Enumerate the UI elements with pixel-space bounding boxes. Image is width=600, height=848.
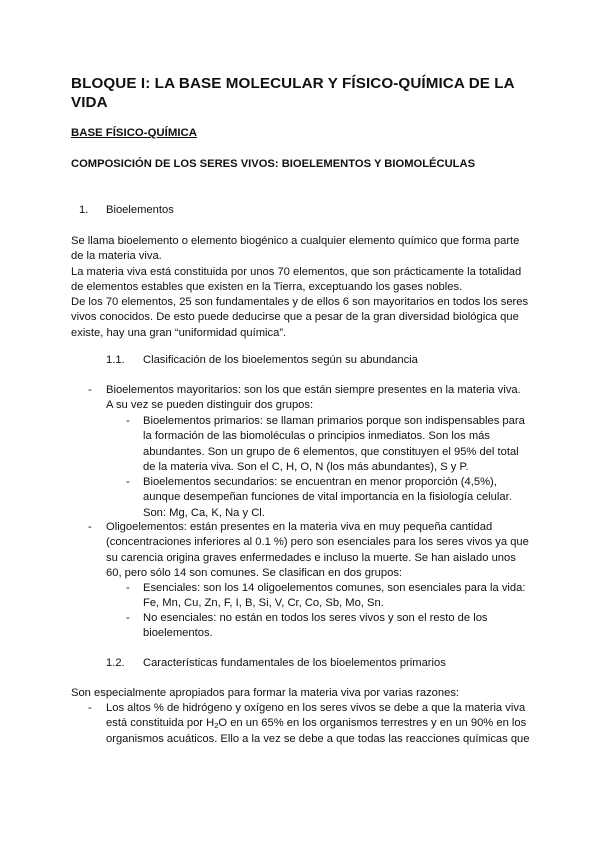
text-line: Bioelementos secundarios: se encuentran en menor proporción (4,5%), [143, 476, 497, 488]
text-line: Se llama bioelemento o elemento biogénico a cualquier elemento químico que forma parte [71, 235, 520, 247]
intro-paragraph [71, 234, 528, 341]
oligoelementos-paragraph [106, 520, 529, 581]
text-line: vivos conocidos. De esto puede deducirse que a pesar de la gran diversidad biológica que [71, 311, 519, 324]
text-line: No esenciales: no están en todos los seres vivos y son el resto de los [143, 612, 488, 624]
text-span: O en un 65% en los organismos terrestres y en un 90% en los [218, 717, 527, 730]
text-line: Esenciales: son los 14 oligoelementos comunes, son esenciales para la vida: [143, 582, 526, 594]
text-line: existe, hay una gran “uniformidad química”. [71, 326, 287, 339]
subsection-heading: COMPOSICIÓN DE LOS SERES VIVOS: BIOELEMENTOS Y BIOMOLÉCULAS [71, 158, 476, 170]
text-line: Los altos % de hidrógeno y oxígeno en los seres vivos se debe a que la materia viva [106, 702, 526, 714]
text-line: de la materia viva. Son el C, H, O, N (los más abundantes), S y P. [143, 460, 469, 473]
section-heading: BASE FÍSICO-QUÍMICA [71, 127, 197, 139]
bullet-dash: - [126, 582, 130, 594]
item-1-heading: Bioelementos [106, 204, 174, 216]
text-line: Fe, Mn, Cu, Zn, F, I, B, Si, V, Cr, Co, Sb, Mo, Sn. [143, 597, 384, 610]
text-line-with-formula [106, 716, 530, 731]
text-line: Bioelementos mayoritarios: son los que están siempre presentes en la materia viva. [106, 384, 521, 396]
text-line: De los 70 elementos, 25 son fundamentales y de ellos 6 son mayoritarios en todos los seres [71, 296, 529, 309]
razon-1-paragraph [106, 701, 530, 747]
text-line: Son: Mg, Ca, K, Na y Cl. [143, 506, 265, 519]
text-line: A su vez se pueden distinguir dos grupos: [106, 399, 314, 412]
text-line: Bioelementos primarios: se llaman primarios porque son indispensables para [143, 415, 525, 427]
page-title [71, 74, 515, 112]
text-line: (concentraciones inferiores al 0.1 %) pero son esenciales para los seres vivos ya que [106, 536, 529, 549]
text-line: bioelementos. [143, 627, 213, 640]
text-line: Oligoelementos: están presentes en la materia viva en muy pequeña cantidad [106, 521, 493, 533]
bullet-dash: - [88, 384, 92, 396]
subheading-1-1: Clasificación de los bioelementos según su abundancia [143, 354, 418, 366]
bullet-dash: - [126, 612, 130, 624]
text-line: 60, pero sólo 14 son comunes. Se clasifican en dos grupos: [106, 566, 403, 579]
item-1-number: 1. [79, 204, 89, 216]
razones-intro: Son especialmente apropiados para formar la materia viva por varias razones: [71, 687, 460, 699]
esenciales-paragraph [143, 581, 525, 612]
page-title-line-2: VIDA [71, 94, 108, 111]
subheading-1-2-number: 1.2. [106, 657, 125, 669]
bullet-dash: - [126, 415, 130, 427]
bullet-dash: - [88, 521, 92, 533]
mayoritarios-paragraph [106, 383, 521, 414]
subscript: 2 [214, 721, 219, 731]
subheading-1-1-number: 1.1. [106, 354, 125, 366]
no-esenciales-paragraph [143, 611, 488, 642]
text-span: está constituida por H [106, 717, 215, 730]
subheading-1-2: Características fundamentales de los bioelementos primarios [143, 657, 446, 669]
secundarios-paragraph [143, 475, 512, 521]
page-title-line-1: BLOQUE I: LA BASE MOLECULAR Y FÍSICO-QUÍMICA DE LA [71, 75, 515, 92]
text-line: organismos acuáticos. Ello a la vez se debe a que todas las reacciones químicas que [106, 732, 530, 745]
text-line: de la materia viva. [71, 250, 162, 263]
primarios-paragraph [143, 414, 525, 475]
text-line: de elementos estables que existen en la Tierra, exceptuando los gases nobles. [71, 280, 463, 293]
bullet-dash: - [88, 702, 92, 714]
text-line: abundantes. Son un grupo de 6 elementos, que constituyen el 95% del total [143, 445, 519, 458]
text-line: la formación de las biomoléculas o principios inmediatos. Son los más [143, 430, 490, 443]
text-line: aunque desempeñan funciones de vital importancia en la fisiología celular. [143, 491, 512, 504]
bullet-dash: - [126, 476, 130, 488]
text-line: La materia viva está constituida por unos 70 elementos, que son prácticamente la totalidad [71, 265, 522, 278]
text-line: su carencia origina graves enfermedades e incluso la muerte. Se han aislado unos [106, 551, 516, 564]
